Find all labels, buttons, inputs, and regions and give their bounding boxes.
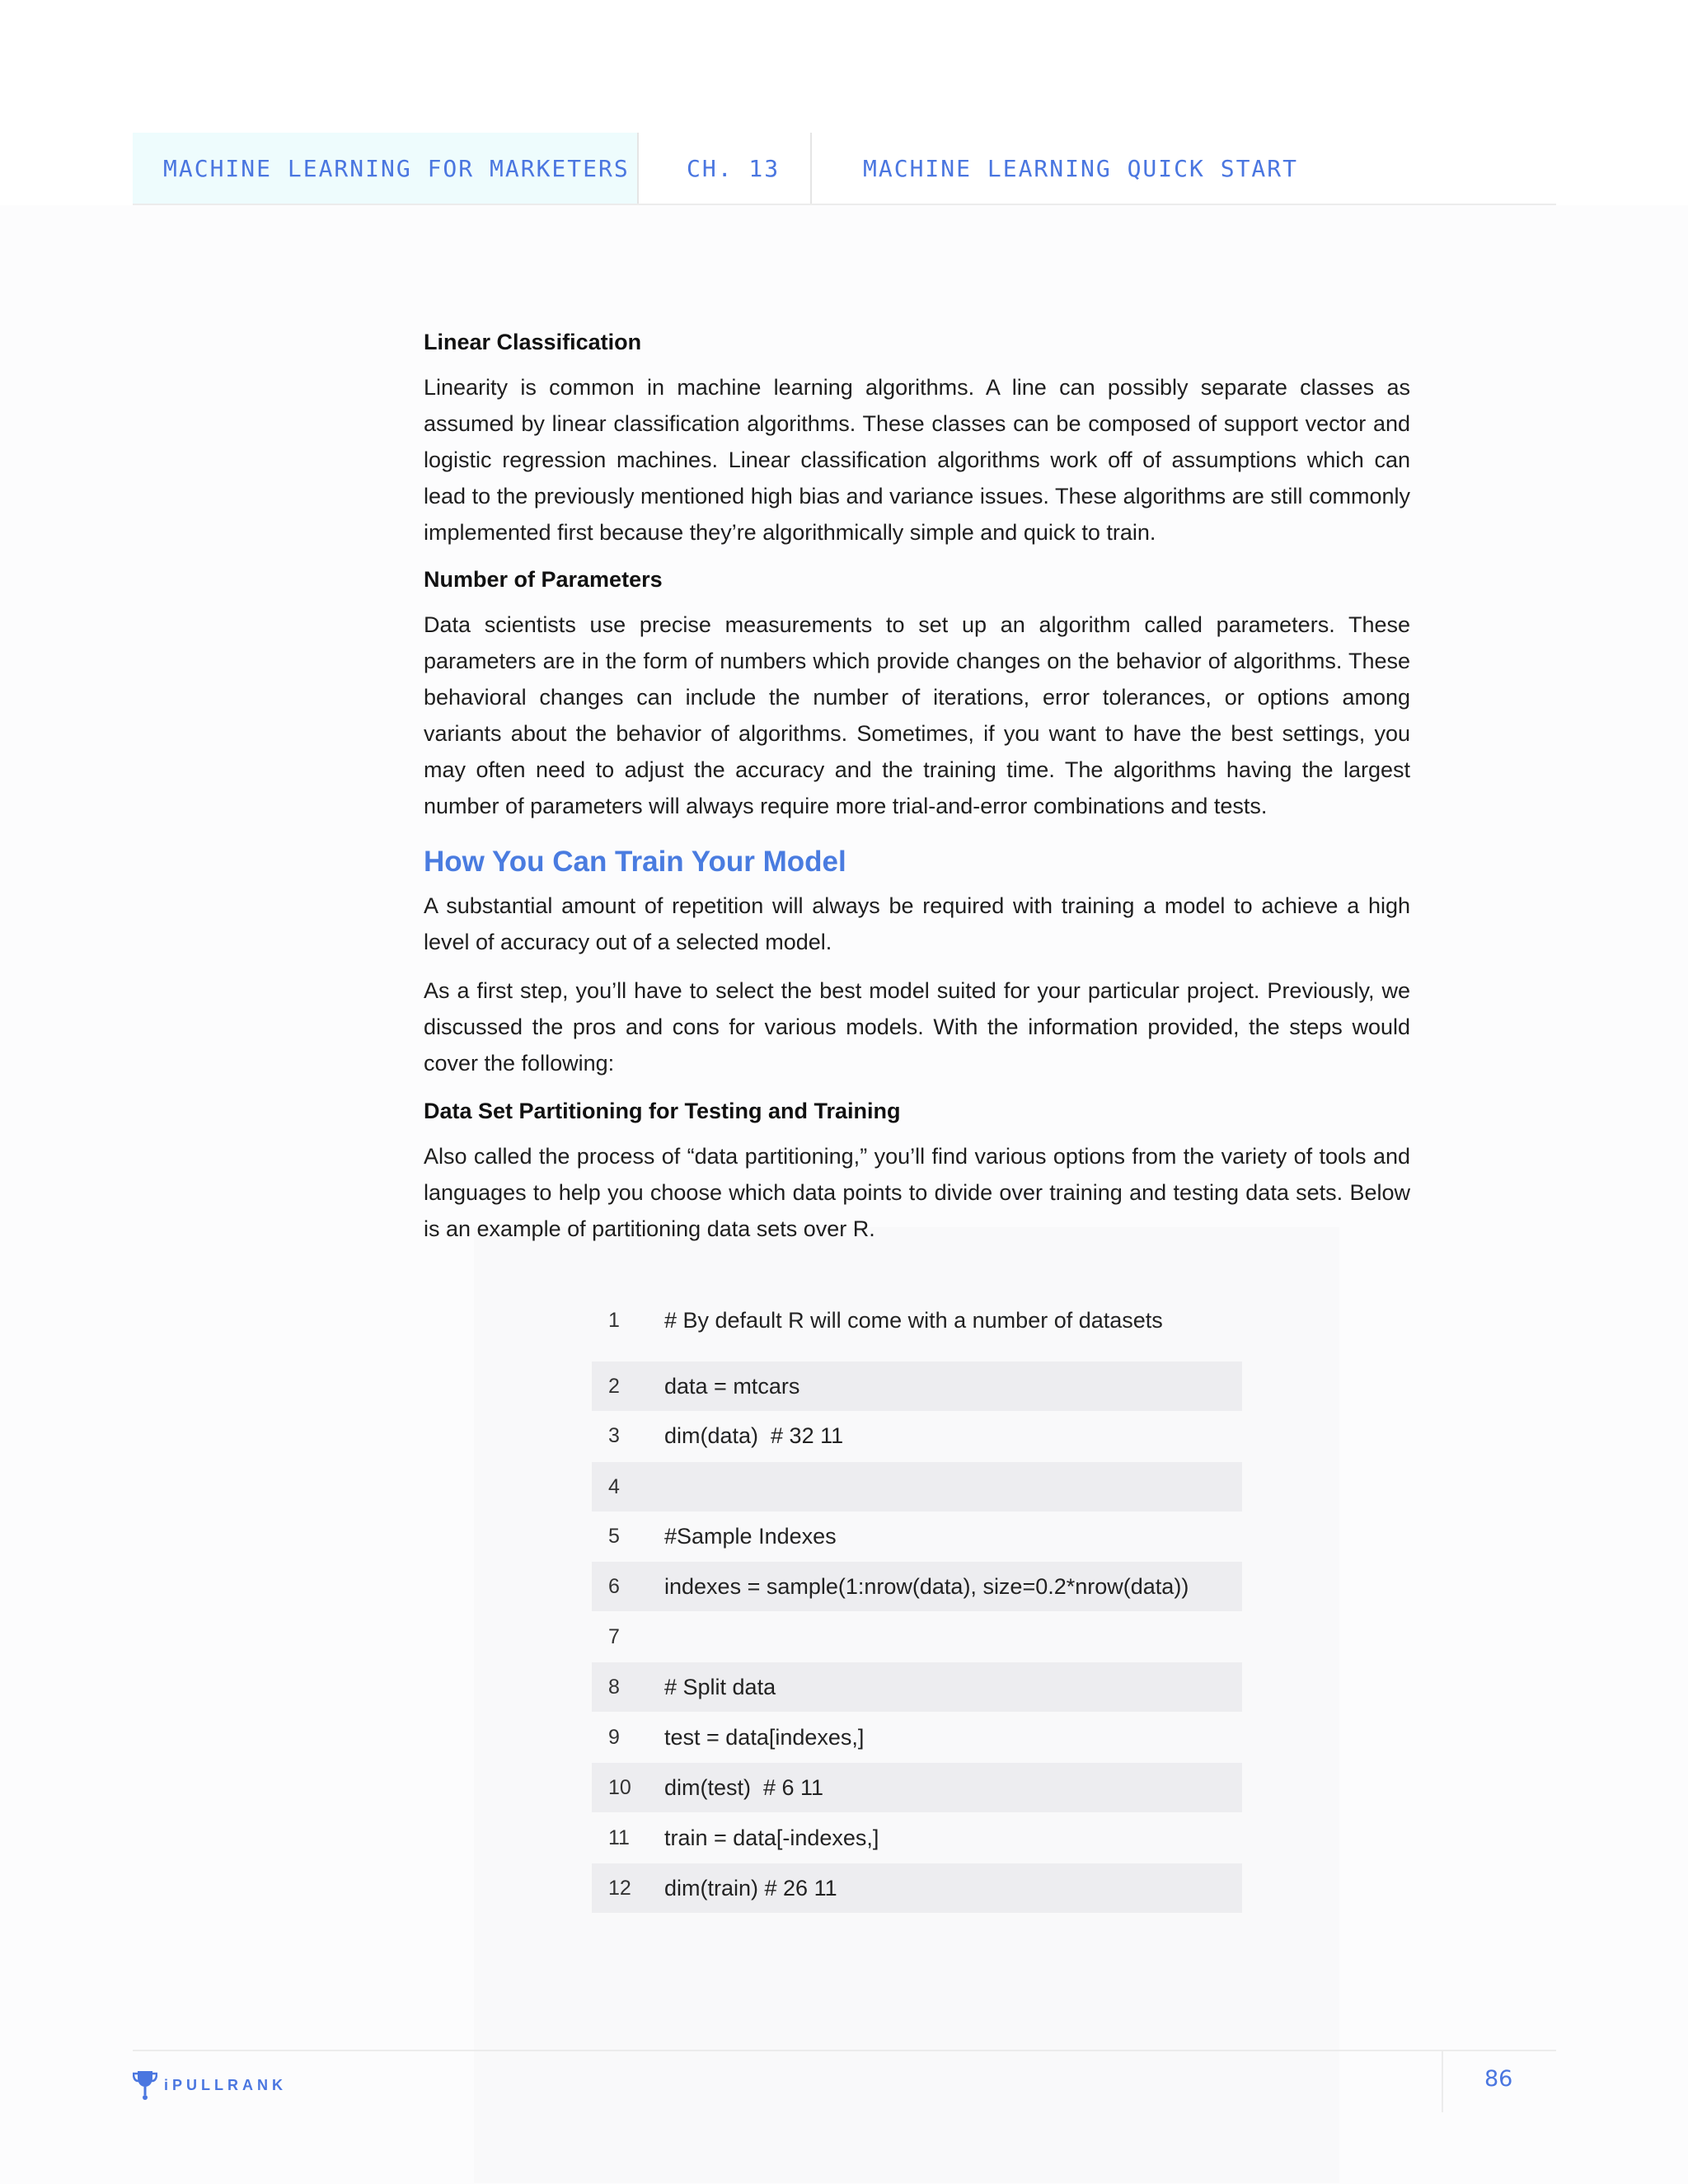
number-of-parameters-paragraph: Data scientists use precise measurements to set up an algorithm called parameters. These parameters are in the form of numbers which provide changes on the behavior of algorithms. These behavioral changes can include the number of iterations, error tolerances, or options among variants about the behavior of algorithms. Sometimes, if you want to have the best settings, you may often need to adjust the accuracy and the training time. The algorithms having the largest number of parameters will always require more trial-and-error combinations and tests. bbox=[424, 612, 1410, 818]
code-text: # Split data bbox=[664, 1674, 776, 1699]
code-line bbox=[592, 1662, 1242, 1712]
line-number: 9 bbox=[608, 1725, 620, 1749]
code-line bbox=[592, 1562, 1242, 1611]
code-line bbox=[592, 1813, 1242, 1863]
header-section-title: MACHINE LEARNING QUICK START bbox=[863, 154, 1299, 182]
partitioning-paragraph: Also called the process of “data partitioning,” you’ll find various options from the variety of tools and languages to help you choose which data points to divide over training and testing data sets. Below is an example of partitioning data sets over R. bbox=[424, 1144, 1410, 1241]
line-number: 5 bbox=[608, 1524, 620, 1548]
line-number: 7 bbox=[608, 1624, 620, 1648]
line-number: 10 bbox=[608, 1775, 631, 1799]
code-text: # By default R will come with a number of datasets bbox=[664, 1307, 1163, 1333]
code-line bbox=[592, 1763, 1242, 1812]
code-line bbox=[592, 1612, 1242, 1661]
code-line bbox=[592, 1713, 1242, 1762]
code-line bbox=[592, 1411, 1242, 1460]
logo-text: iPULLRANK bbox=[164, 2076, 287, 2093]
running-header bbox=[133, 133, 1556, 205]
linear-classification-heading: Linear Classification bbox=[424, 330, 642, 354]
code-line bbox=[592, 1296, 1242, 1345]
number-of-parameters-heading: Number of Parameters bbox=[424, 567, 663, 592]
page-footer bbox=[133, 2050, 1556, 2112]
line-number: 4 bbox=[608, 1474, 620, 1498]
line-number: 12 bbox=[608, 1876, 631, 1900]
code-text: train = data[-indexes,] bbox=[664, 1825, 879, 1850]
ipullrank-logo bbox=[133, 2069, 287, 2101]
header-book-title: MACHINE LEARNING FOR MARKETERS bbox=[133, 133, 637, 204]
code-text: #Sample Indexes bbox=[664, 1523, 837, 1549]
line-number: 6 bbox=[608, 1574, 620, 1598]
code-text: dim(test) # 6 11 bbox=[664, 1774, 824, 1800]
line-number: 3 bbox=[608, 1423, 620, 1447]
line-number: 1 bbox=[608, 1308, 620, 1332]
trophy-icon bbox=[133, 2069, 157, 2101]
line-number: 8 bbox=[608, 1675, 620, 1699]
code-line bbox=[592, 1863, 1242, 1913]
header-chapter: CH. 13 bbox=[637, 133, 812, 204]
code-line bbox=[592, 1361, 1242, 1411]
partitioning-heading: Data Set Partitioning for Testing and Training bbox=[424, 1099, 901, 1123]
code-line bbox=[592, 1462, 1242, 1511]
page-number: 86 bbox=[1484, 2066, 1513, 2092]
code-line bbox=[592, 1511, 1242, 1561]
first-step-paragraph: As a first step, you’ll have to select the best model suited for your particular project. Previously, we discussed the pros and cons for various models. With the information provided, the steps would cover the following: bbox=[424, 978, 1410, 1076]
code-text: test = data[indexes,] bbox=[664, 1724, 865, 1750]
code-text: dim(train) # 26 11 bbox=[664, 1875, 837, 1900]
code-text: dim(data) # 32 11 bbox=[664, 1422, 844, 1448]
line-number: 2 bbox=[608, 1374, 620, 1398]
line-number: 11 bbox=[608, 1825, 630, 1849]
linear-classification-paragraph: Linearity is common in machine learning algorithms. A line can possibly separate classes as assumed by linear classification algorithms. These classes can be composed of support vector and logistic regression machines. Linear classification algorithms work off of assumptions which can lead to the previously mentioned high bias and variance issues. These algorithms are still commonly implemented first because they’re algorithmically simple and quick to train. bbox=[424, 375, 1410, 545]
train-model-heading: How You Can Train Your Model bbox=[424, 846, 846, 878]
code-text: data = mtcars bbox=[664, 1373, 800, 1399]
train-model-paragraph: A substantial amount of repetition will always be required with training a model to achieve a high level of accuracy out of a selected model. bbox=[424, 893, 1410, 954]
code-text: indexes = sample(1:nrow(data), size=0.2*nrow(data)) bbox=[664, 1573, 1189, 1599]
